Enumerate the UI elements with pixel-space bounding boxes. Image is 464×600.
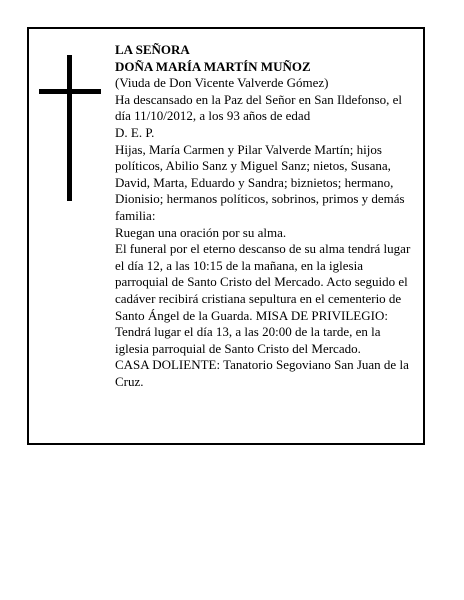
deceased-name: DOÑA MARÍA MARTÍN MUÑOZ — [115, 58, 311, 74]
cross-horizontal-bar — [39, 89, 101, 94]
house-paragraph: CASA DOLIENTE: Tanatorio Segoviano San Juan de la Cruz. — [115, 357, 409, 389]
notice-text-block — [115, 42, 417, 390]
cross-icon — [39, 55, 101, 201]
passing-paragraph: Ha descansado en la Paz del Señor en San Ildefonso, el día 11/10/2012, a los 93 años de edad — [115, 91, 402, 124]
obituary-notice — [27, 27, 425, 445]
family-paragraph: Hijas, María Carmen y Pilar Valverde Martín; hijos políticos, Abilio Sanz y Miguel Sanz; nietos, Susana, David, Marta, Eduardo y Sandra; biznietos; hermano, Dionisio; hermanos políticos, sobrinos, primos y demás familia: — [115, 141, 405, 223]
rip-line: D. E. P. — [115, 124, 155, 140]
widow-of-line: (Viuda de Don Vicente Valverde Gómez) — [115, 75, 329, 91]
cross-vertical-bar — [67, 55, 72, 201]
notice-title: LA SEÑORA — [115, 42, 190, 57]
funeral-paragraph: El funeral por el eterno descanso de su alma tendrá lugar el día 12, a las 10:15 de la mañana, en la iglesia parroquial de Santo Cristo del Mercado. Acto seguido el cadáver recibirá cristiana sepultura en el cementerio de Santo Ángel de la Guarda. MISA DE PRIVILEGIO: — [115, 241, 411, 323]
mass-detail-paragraph: Tendrá lugar el día 13, a las 20:00 de la tarde, en la iglesia parroquial de Santo Cristo del Mercado. — [115, 324, 381, 356]
prayer-line: Ruegan una oración por su alma. — [115, 224, 287, 240]
